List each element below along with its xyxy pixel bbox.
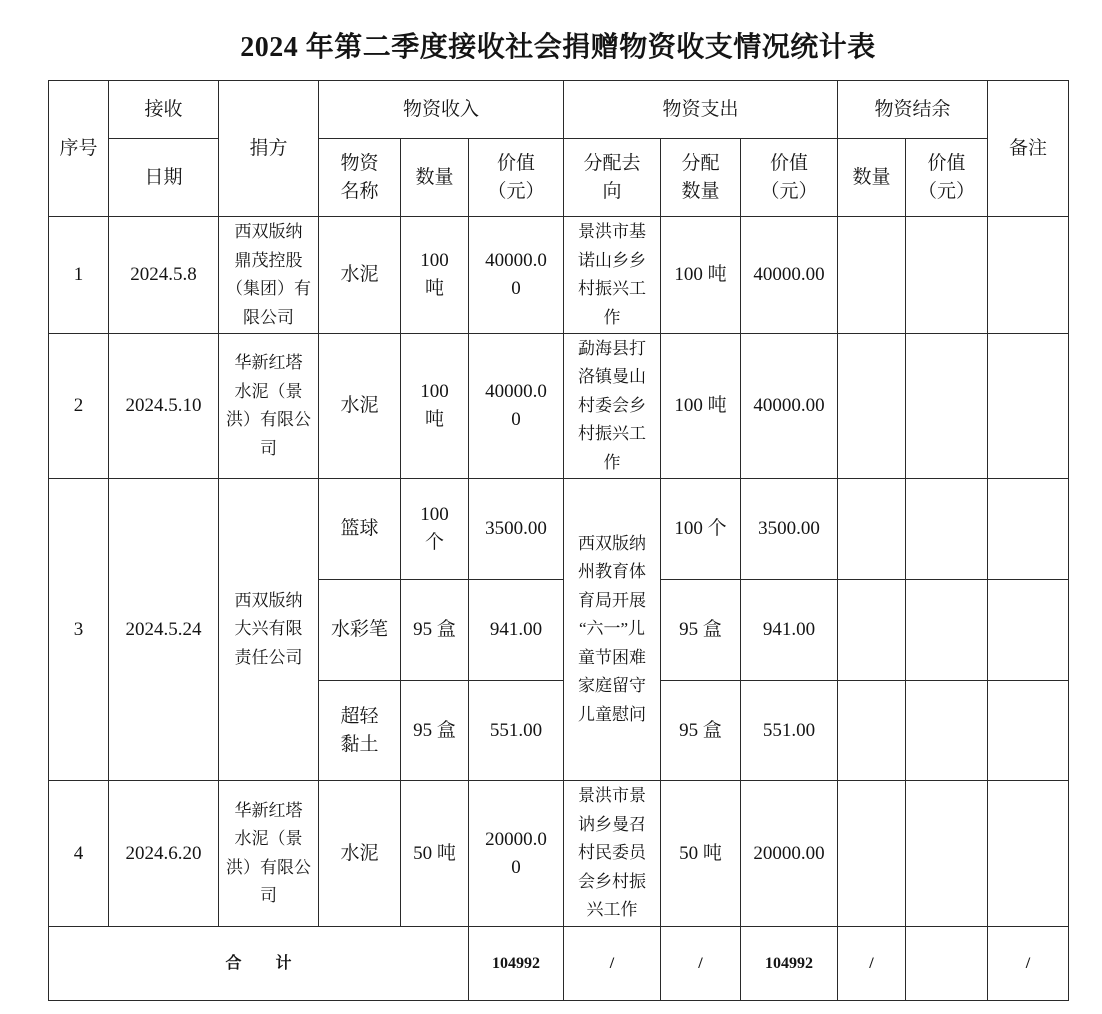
cell-quantity (401, 479, 469, 580)
cell-donor: 西双版纳 鼎茂控股 （集团）有 限公司 (219, 217, 319, 334)
cell-destination: 西双版纳 州教育体 育局开展 “六一”儿 童节困难 家庭留守 儿童慰问 (564, 479, 661, 781)
donation-statistics-table (48, 80, 1069, 1001)
cell-item-name: 篮球 (319, 479, 401, 580)
cell-allocated-value: 551.00 (741, 681, 838, 781)
value-text: 40000.00 (485, 381, 547, 430)
table-row (49, 217, 1069, 334)
header-expense: 物资支出 (564, 81, 838, 139)
cell-allocated-quantity: 95 盒 (661, 681, 741, 781)
cell-remark (988, 781, 1069, 927)
total-allocated-quantity: / (661, 927, 741, 1001)
cell-remark (988, 580, 1069, 681)
header-item-name: 物资 名称 (319, 139, 401, 217)
cell-allocated-value: 20000.00 (741, 781, 838, 927)
cell-donor: 华新红塔 水泥（景 洪）有限公 司 (219, 781, 319, 927)
table-row (49, 781, 1069, 927)
value-text: 20000.00 (485, 828, 547, 878)
header-allocated-quantity: 分配 数量 (661, 139, 741, 217)
table-row (49, 479, 1069, 580)
cell-allocated-quantity: 100 吨 (661, 217, 741, 334)
cell-remark (988, 681, 1069, 781)
cell-seq: 4 (49, 781, 109, 927)
cell-donor: 西双版纳 大兴有限 责任公司 (219, 479, 319, 781)
cell-allocated-value: 3500.00 (741, 479, 838, 580)
cell-value (469, 217, 564, 334)
total-balance-quantity: / (838, 927, 906, 1001)
quantity-text: 50 吨 (413, 842, 456, 864)
cell-allocated-value: 941.00 (741, 580, 838, 681)
cell-balance-value (906, 580, 988, 681)
total-income-value: 104992 (469, 927, 564, 1001)
header-balance-quantity: 数量 (838, 139, 906, 217)
cell-seq: 3 (49, 479, 109, 781)
header-income: 物资收入 (319, 81, 564, 139)
cell-quantity (401, 781, 469, 927)
table-header (49, 81, 1069, 217)
cell-balance-value (906, 334, 988, 479)
header-seq: 序号 (49, 81, 109, 217)
cell-quantity (401, 334, 469, 479)
cell-value (469, 681, 564, 781)
header-quantity: 数量 (401, 139, 469, 217)
cell-balance-quantity (838, 217, 906, 334)
header-date: 日期 (109, 139, 219, 217)
header-row-1 (49, 81, 1069, 139)
cell-quantity (401, 681, 469, 781)
cell-remark (988, 217, 1069, 334)
cell-seq: 1 (49, 217, 109, 334)
quantity-text: 95 盒 (413, 619, 456, 640)
total-allocated-destination: / (564, 927, 661, 1001)
cell-balance-quantity (838, 681, 906, 781)
cell-balance-quantity (838, 334, 906, 479)
cell-allocated-quantity: 100 吨 (661, 334, 741, 479)
cell-value (469, 334, 564, 479)
cell-value (469, 479, 564, 580)
cell-item-name: 水泥 (319, 334, 401, 479)
table-row (49, 334, 1069, 479)
total-remark: / (988, 927, 1069, 1001)
quantity-text: 100 个 (420, 504, 449, 553)
cell-allocated-value: 40000.00 (741, 217, 838, 334)
header-remark: 备注 (988, 81, 1069, 217)
cell-item-name: 水泥 (319, 217, 401, 334)
header-balance-value: 价值 （元） (906, 139, 988, 217)
cell-value (469, 580, 564, 681)
cell-balance-value (906, 479, 988, 580)
quantity-text: 100 吨 (420, 381, 449, 430)
cell-date: 2024.5.10 (109, 334, 219, 479)
cell-item-name: 水彩笔 (319, 580, 401, 681)
header-balance: 物资结余 (838, 81, 988, 139)
cell-donor: 华新红塔 水泥（景 洪）有限公 司 (219, 334, 319, 479)
total-row (49, 927, 1069, 1001)
header-receive: 接收 (109, 81, 219, 139)
cell-destination: 勐海县打 洛镇曼山 村委会乡 村振兴工 作 (564, 334, 661, 479)
cell-balance-quantity (838, 781, 906, 927)
cell-allocated-quantity: 50 吨 (661, 781, 741, 927)
cell-value (469, 781, 564, 927)
cell-remark (988, 479, 1069, 580)
value-text: 3500.00 (485, 518, 547, 539)
cell-balance-value (906, 681, 988, 781)
header-value: 价值 （元） (469, 139, 564, 217)
cell-destination: 景洪市景 讷乡曼召 村民委员 会乡村振 兴工作 (564, 781, 661, 927)
table-body (49, 217, 1069, 1001)
cell-balance-value (906, 781, 988, 927)
cell-allocated-value: 40000.00 (741, 334, 838, 479)
cell-item-name: 水泥 (319, 781, 401, 927)
cell-destination: 景洪市基 诺山乡乡 村振兴工 作 (564, 217, 661, 334)
cell-balance-value (906, 217, 988, 334)
page-title: 2024 年第二季度接收社会捐赠物资收支情况统计表 (240, 32, 876, 63)
total-allocated-value: 104992 (741, 927, 838, 1001)
header-donor: 捐方 (219, 81, 319, 217)
header-allocated-destination: 分配去 向 (564, 139, 661, 217)
cell-date: 2024.6.20 (109, 781, 219, 927)
cell-date: 2024.5.8 (109, 217, 219, 334)
quantity-text: 95 盒 (413, 719, 456, 741)
cell-item-name: 超轻 黏土 (319, 681, 401, 781)
total-label-cell (49, 927, 469, 1001)
cell-balance-quantity (838, 580, 906, 681)
cell-balance-quantity (838, 479, 906, 580)
cell-allocated-quantity: 95 盒 (661, 580, 741, 681)
header-allocated-value: 价值 （元） (741, 139, 838, 217)
value-text: 551.00 (489, 719, 543, 741)
cell-quantity (401, 580, 469, 681)
total-balance-value (906, 927, 988, 1001)
value-text: 941.00 (489, 619, 543, 640)
quantity-text: 100 吨 (420, 250, 449, 299)
cell-remark (988, 334, 1069, 479)
cell-quantity (401, 217, 469, 334)
cell-seq: 2 (49, 334, 109, 479)
value-text: 40000.00 (485, 250, 547, 299)
header-row-2 (49, 139, 1069, 217)
total-label: 合计 (225, 954, 326, 972)
cell-allocated-quantity: 100 个 (661, 479, 741, 580)
cell-date: 2024.5.24 (109, 479, 219, 781)
